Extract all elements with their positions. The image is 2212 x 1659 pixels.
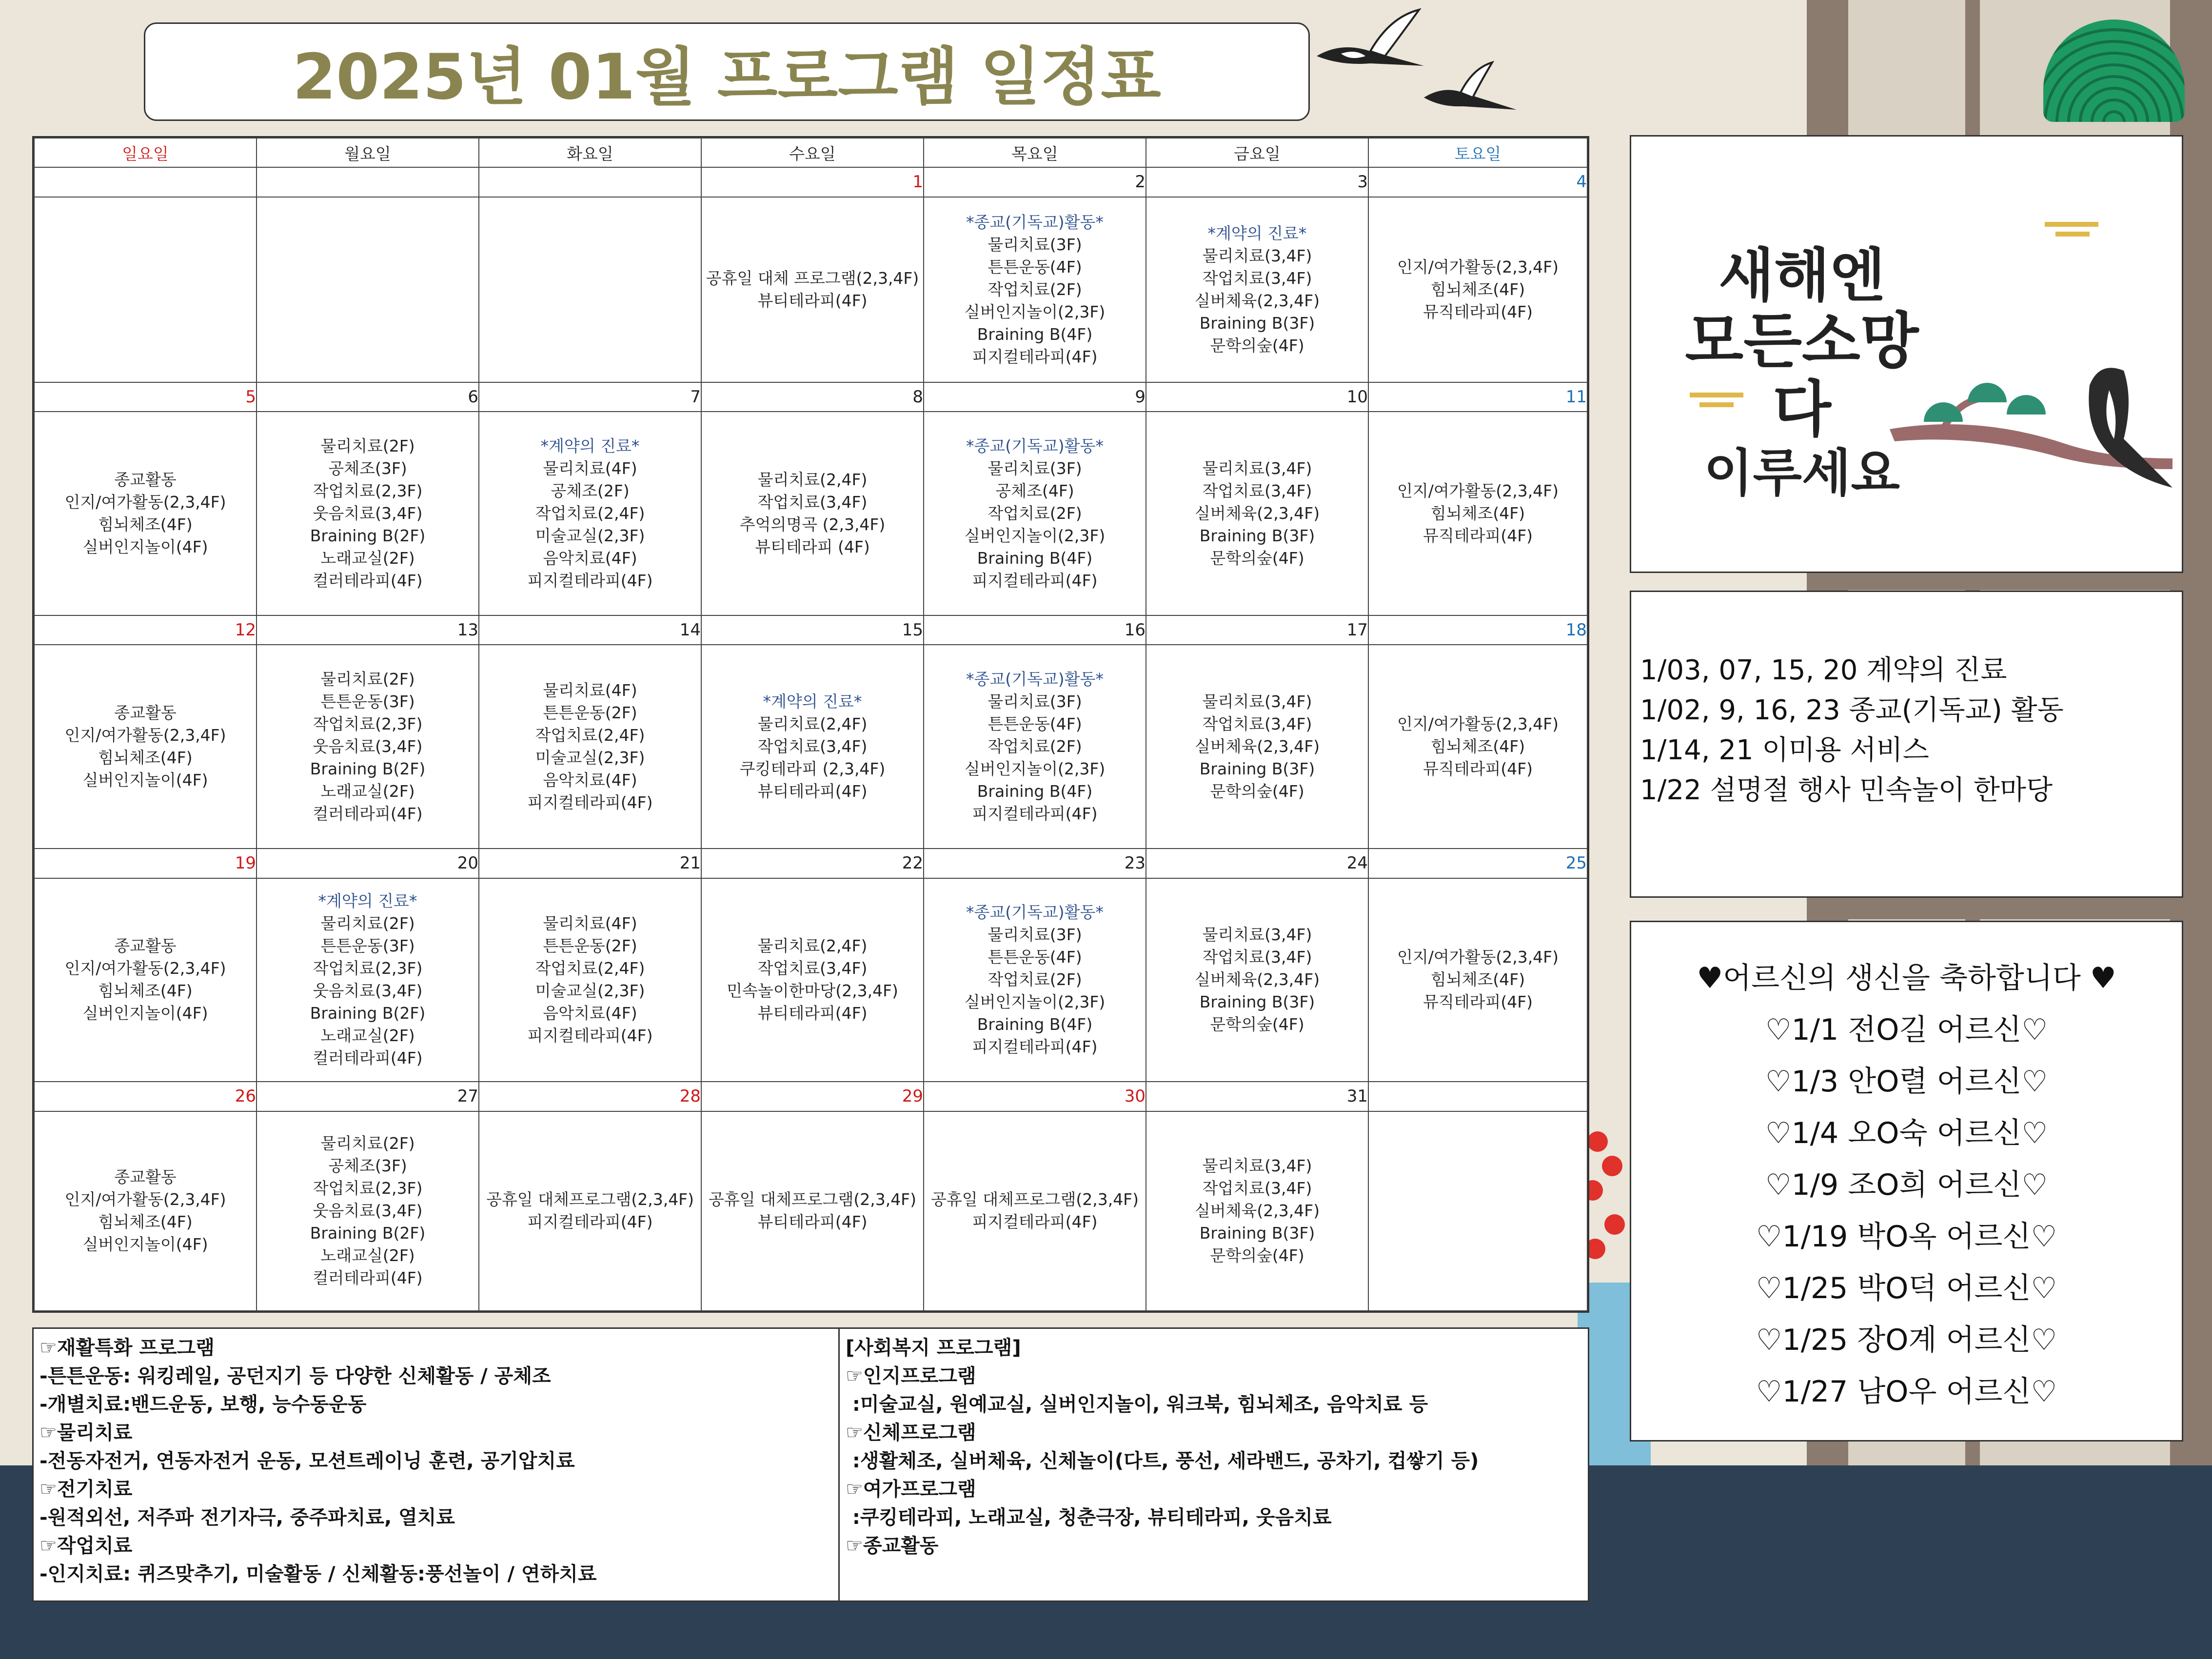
note-line: ☞전기치료 <box>40 1478 133 1501</box>
calendar-table <box>32 136 1589 1313</box>
program-entry: 실버체육(2,3,4F) <box>1194 291 1320 310</box>
berry-icon <box>1604 1214 1625 1235</box>
date-number: 6 <box>257 382 479 412</box>
program-entry: 문학의숲(4F) <box>1210 336 1304 355</box>
program-entry: 노래교실(2F) <box>320 1246 415 1265</box>
date-number: 30 <box>924 1082 1146 1111</box>
date-number: 5 <box>34 382 257 412</box>
program-entry: 힘뇌체조(4F) <box>1430 737 1525 756</box>
day-cell <box>257 412 479 615</box>
window-bar <box>1807 571 2212 590</box>
date-number: 31 <box>1146 1082 1368 1111</box>
program-entry: 물리치료(3,4F) <box>1202 459 1312 478</box>
program-entry: 뷰티테라피 (4F) <box>755 537 870 557</box>
gold-line-icon <box>1690 393 1743 397</box>
program-entry: 작업치료(2,3F) <box>313 959 423 978</box>
note-line: ☞종교활동 <box>846 1535 939 1557</box>
program-entry: 물리치료(3,4F) <box>1202 246 1312 265</box>
program-notes <box>32 1327 1589 1602</box>
birthday-heading: ♥어르신의 생신을 축하합니다 ♥ <box>1697 961 2116 995</box>
note-line: ☞인지프로그램 <box>846 1365 976 1387</box>
date-number: 1 <box>701 167 924 197</box>
program-entry: 작업치료(3,4F) <box>1202 948 1312 967</box>
event-line: 1/03, 07, 15, 20 계약의 진료 <box>1640 654 2007 686</box>
date-number: 2 <box>924 167 1146 197</box>
program-entry: Braining B(4F) <box>977 549 1093 568</box>
program-entry: Braining B(2F) <box>310 759 426 779</box>
program-entry: 뷰티테라피(4F) <box>757 782 868 801</box>
program-entry: 실버인지놀이(4F) <box>82 770 208 790</box>
date-number: 21 <box>479 849 701 878</box>
program-entry: 피지컬테라피(4F) <box>972 347 1098 366</box>
program-entry: 실버인지놀이(4F) <box>82 1004 208 1023</box>
program-entry: 물리치료(2F) <box>320 670 415 689</box>
day-cell <box>924 878 1146 1082</box>
program-entry: Braining B(3F) <box>1199 313 1315 333</box>
program-entry: 물리치료(4F) <box>543 914 637 933</box>
date-number <box>257 167 479 197</box>
date-number: 27 <box>257 1082 479 1111</box>
day-cell <box>1146 412 1368 615</box>
birthday-line: ♡1/25 장O계 어르신♡ <box>1756 1323 2057 1357</box>
program-entry: 음악치료(4F) <box>543 549 637 568</box>
program-entry: 뮤직테라피(4F) <box>1422 992 1533 1012</box>
day-cell <box>1368 878 1587 1082</box>
program-entry: 튼튼운동(4F) <box>988 714 1082 734</box>
date-number: 11 <box>1368 382 1587 412</box>
note-line: -인지치료: 퀴즈맞추기, 미술활동 / 신체활동:풍선놀이 / 연하치료 <box>40 1563 597 1585</box>
program-entry: 인지/여가활동(2,3,4F) <box>1397 257 1559 276</box>
program-entry: 음악치료(4F) <box>543 770 637 790</box>
gold-line-icon <box>2055 232 2090 237</box>
program-entry: 실버인지놀이(4F) <box>82 1235 208 1254</box>
day-cell <box>479 412 701 615</box>
program-entry: 튼튼운동(4F) <box>988 257 1082 276</box>
program-entry: 물리치료(2,4F) <box>757 936 868 956</box>
date-number: 26 <box>34 1082 257 1111</box>
program-entry: *계약의 진료* <box>1207 223 1307 243</box>
note-line: :미술교실, 원예교실, 실버인지놀이, 워크북, 힘뇌체조, 음악치료 등 <box>846 1393 1428 1416</box>
note-line: -튼튼운동: 워킹레일, 공던지기 등 다양한 신체활동 / 공체조 <box>40 1365 551 1387</box>
day-cell <box>479 645 701 848</box>
program-entry: 힘뇌체조(4F) <box>98 748 193 768</box>
program-entry: 뷰티테라피(4F) <box>757 1004 868 1023</box>
program-entry: 노래교실(2F) <box>320 549 415 568</box>
date-number <box>479 167 701 197</box>
program-entry: 공휴일 대체프로그램(2,3,4F) <box>708 1190 917 1209</box>
birthday-line: ♡1/25 박O덕 어르신♡ <box>1756 1271 2057 1305</box>
day-cell <box>924 645 1146 848</box>
program-entry: 실버인지놀이(4F) <box>82 537 208 557</box>
program-entry: 물리치료(3F) <box>988 925 1082 945</box>
program-entry: 물리치료(4F) <box>543 681 637 700</box>
program-entry: 컬러테라피(4F) <box>313 571 423 591</box>
day-cell <box>34 197 257 382</box>
program-entry: 문학의숲(4F) <box>1210 1246 1304 1265</box>
day-cell <box>1146 878 1368 1082</box>
day-cell <box>924 1111 1146 1311</box>
date-number: 12 <box>34 615 257 645</box>
page-title: 2025년 01월 프로그램 일정표 <box>144 22 1310 121</box>
program-entry: 공체조(4F) <box>995 481 1074 501</box>
note-line: ☞신체프로그램 <box>846 1422 976 1444</box>
day-cell <box>924 412 1146 615</box>
program-entry: 뷰티테라피(4F) <box>757 291 868 310</box>
note-line: ☞재활특화 프로그램 <box>40 1337 215 1359</box>
program-entry: Braining B(2F) <box>310 526 426 546</box>
new-year-greeting-card <box>1630 135 2183 573</box>
program-entry: 종교활동 <box>114 703 177 723</box>
program-entry: 공체조(2F) <box>551 481 630 501</box>
note-line: -개별치료:밴드운동, 보행, 능수동운동 <box>40 1393 367 1416</box>
program-entry: 물리치료(2,4F) <box>757 714 868 734</box>
program-entry: 음악치료(4F) <box>543 1004 637 1023</box>
birthday-line: ♡1/3 안O렬 어르신♡ <box>1765 1065 2048 1099</box>
program-entry: 피지컬테라피(4F) <box>972 1212 1098 1232</box>
program-entry: *계약의 진료* <box>763 692 862 711</box>
program-entry: 뮤직테라피(4F) <box>1422 302 1533 321</box>
note-line: ☞작업치료 <box>40 1535 133 1557</box>
day-cell <box>924 197 1146 382</box>
program-entry: 튼튼운동(2F) <box>543 936 637 956</box>
program-entry: 피지컬테라피(4F) <box>527 571 653 591</box>
program-entry: 인지/여가활동(2,3,4F) <box>64 726 226 745</box>
day-cell <box>701 197 924 382</box>
program-entry: 피지컬테라피(4F) <box>527 793 653 812</box>
program-entry: 실버체육(2,3,4F) <box>1194 737 1320 756</box>
program-entry: 민속놀이한마당(2,3,4F) <box>727 981 898 1001</box>
program-entry: 작업치료(2F) <box>988 970 1082 989</box>
program-entry: 컬러테라피(4F) <box>313 1048 423 1068</box>
date-number: 22 <box>701 849 924 878</box>
date-number: 28 <box>479 1082 701 1111</box>
greeting-line: 이루세요 <box>1704 443 1900 503</box>
day-cell <box>701 878 924 1082</box>
program-entry: 물리치료(4F) <box>543 459 637 478</box>
birthday-line: ♡1/27 남O우 어르신♡ <box>1756 1375 2057 1409</box>
program-entry: 피지컬테라피(4F) <box>972 804 1098 824</box>
day-cell <box>701 412 924 615</box>
program-entry: 실버체육(2,3,4F) <box>1194 970 1320 989</box>
program-entry: 공휴일 대체프로그램(2,3,4F) <box>930 1190 1139 1209</box>
program-entry: 물리치료(3F) <box>988 459 1082 478</box>
berry-icon <box>1587 1131 1608 1152</box>
day-cell <box>479 1111 701 1311</box>
program-entry: 인지/여가활동(2,3,4F) <box>1397 948 1559 967</box>
program-entry: 웃음치료(3,4F) <box>313 737 423 756</box>
program-entry: 미술교실(2,3F) <box>535 981 645 1001</box>
program-entry: 작업치료(2,3F) <box>313 1179 423 1198</box>
day-cell <box>701 1111 924 1311</box>
greeting-line: 새해엔 <box>1718 241 1885 309</box>
program-entry: 실버인지놀이(2,3F) <box>964 302 1106 321</box>
weekday-header: 월요일 <box>257 138 479 167</box>
program-entry: 인지/여가활동(2,3,4F) <box>1397 714 1559 734</box>
program-entry: *종교(기독교)활동* <box>966 436 1104 456</box>
program-entry: 물리치료(3F) <box>988 235 1082 254</box>
birthday-panel <box>1630 921 2183 1442</box>
program-entry: 작업치료(3,4F) <box>1202 714 1312 734</box>
program-entry: 공휴일 대체프로그램(2,3,4F) <box>486 1190 694 1209</box>
program-entry: 물리치료(2F) <box>320 436 415 456</box>
day-cell <box>34 645 257 848</box>
birthday-line: ♡1/4 오O숙 어르신♡ <box>1765 1116 2048 1150</box>
program-entry: 문학의숲(4F) <box>1210 782 1304 801</box>
date-number: 25 <box>1368 849 1587 878</box>
welfare-program-notes <box>840 1329 1588 1600</box>
program-entry: 피지컬테라피(4F) <box>527 1026 653 1046</box>
window-bar <box>1807 897 2212 919</box>
program-entry: 쿠킹테라피 (2,3,4F) <box>739 759 886 779</box>
weekday-header: 금요일 <box>1146 138 1368 167</box>
program-entry: 피지컬테라피(4F) <box>972 571 1098 591</box>
day-cell <box>1368 412 1587 615</box>
program-entry: 작업치료(3,4F) <box>757 737 868 756</box>
date-number: 18 <box>1368 615 1587 645</box>
program-entry: *종교(기독교)활동* <box>966 212 1104 232</box>
day-cell <box>257 1111 479 1311</box>
date-number: 7 <box>479 382 701 412</box>
program-entry: 물리치료(2F) <box>320 1134 415 1153</box>
day-cell <box>1146 645 1368 848</box>
birthday-line: ♡1/1 전O길 어르신♡ <box>1765 1013 2048 1047</box>
program-entry: 종교활동 <box>114 1167 177 1187</box>
magpie-icon <box>1419 59 1521 122</box>
program-entry: 공휴일 대체 프로그램(2,3,4F) <box>706 268 919 288</box>
program-entry: 뷰티테라피(4F) <box>757 1212 868 1232</box>
events-panel <box>1630 591 2183 898</box>
program-entry: 작업치료(2F) <box>988 504 1082 523</box>
program-entry: 피지컬테라피(4F) <box>972 1037 1098 1057</box>
program-entry: 추억의명곡 (2,3,4F) <box>739 515 886 534</box>
event-line: 1/22 설명절 행사 민속놀이 한마당 <box>1640 774 2053 806</box>
program-entry: 뮤직테라피(4F) <box>1422 526 1533 546</box>
day-cell <box>34 878 257 1082</box>
event-line: 1/02, 9, 16, 23 종교(기독교) 활동 <box>1640 694 2064 726</box>
date-number: 23 <box>924 849 1146 878</box>
birthday-line: ♡1/19 박O옥 어르신♡ <box>1756 1220 2057 1254</box>
program-entry: 실버체육(2,3,4F) <box>1194 1201 1320 1221</box>
program-entry: 종교활동 <box>114 470 177 490</box>
program-entry: 작업치료(2,3F) <box>313 481 423 501</box>
date-number: 15 <box>701 615 924 645</box>
date-number: 3 <box>1146 167 1368 197</box>
date-number: 17 <box>1146 615 1368 645</box>
weekday-header: 목요일 <box>924 138 1146 167</box>
program-entry: 물리치료(2F) <box>320 914 415 933</box>
program-entry: 인지/여가활동(2,3,4F) <box>1397 481 1559 501</box>
program-entry: 물리치료(3,4F) <box>1202 1156 1312 1176</box>
program-entry: 작업치료(2,3F) <box>313 714 423 734</box>
magpie-branch-icon <box>1880 341 2177 507</box>
program-entry: 종교활동 <box>114 936 177 956</box>
program-entry: 힘뇌체조(4F) <box>1430 279 1525 299</box>
day-cell <box>257 645 479 848</box>
date-number: 8 <box>701 382 924 412</box>
weekday-header: 토요일 <box>1368 138 1587 167</box>
program-entry: 웃음치료(3,4F) <box>313 1201 423 1221</box>
date-number <box>34 167 257 197</box>
weekday-header: 화요일 <box>479 138 701 167</box>
program-entry: 작업치료(2F) <box>988 279 1082 299</box>
day-cell <box>479 197 701 382</box>
program-entry: 튼튼운동(2F) <box>543 703 637 723</box>
program-entry: 물리치료(3,4F) <box>1202 925 1312 945</box>
program-entry: Braining B(2F) <box>310 1004 426 1023</box>
birthday-line: ♡1/9 조O희 어르신♡ <box>1765 1168 2048 1202</box>
program-entry: Braining B(2F) <box>310 1224 426 1243</box>
program-entry: Braining B(4F) <box>977 324 1093 344</box>
program-entry: Braining B(3F) <box>1199 992 1315 1012</box>
program-entry: 튼튼운동(4F) <box>988 948 1082 967</box>
program-entry: 실버인지놀이(2,3F) <box>964 526 1106 546</box>
date-number: 14 <box>479 615 701 645</box>
day-cell <box>257 197 479 382</box>
day-cell <box>1368 645 1587 848</box>
program-entry: 작업치료(2F) <box>988 737 1082 756</box>
program-entry: 인지/여가활동(2,3,4F) <box>64 1190 226 1209</box>
program-entry: *계약의 진료* <box>540 436 640 456</box>
program-entry: 웃음치료(3,4F) <box>313 981 423 1001</box>
program-entry: 실버인지놀이(2,3F) <box>964 992 1106 1012</box>
program-entry: Braining B(3F) <box>1199 759 1315 779</box>
note-line: ☞물리치료 <box>40 1422 133 1444</box>
program-entry: Braining B(4F) <box>977 782 1093 801</box>
program-entry: 뮤직테라피(4F) <box>1422 759 1533 779</box>
program-entry: 웃음치료(3,4F) <box>313 504 423 523</box>
day-cell <box>479 878 701 1082</box>
program-entry: 실버인지놀이(2,3F) <box>964 759 1106 779</box>
program-entry: 인지/여가활동(2,3,4F) <box>64 959 226 978</box>
program-entry: 공체조(3F) <box>328 1156 407 1176</box>
program-entry: 컬러테라피(4F) <box>313 1268 423 1288</box>
program-entry: 작업치료(2,4F) <box>535 726 645 745</box>
program-entry: 물리치료(2,4F) <box>757 470 868 490</box>
program-entry: 힘뇌체조(4F) <box>1430 970 1525 989</box>
program-entry: 작업치료(2,4F) <box>535 504 645 523</box>
program-entry: 물리치료(3,4F) <box>1202 692 1312 711</box>
rehab-program-notes <box>34 1329 840 1600</box>
program-entry: 피지컬테라피(4F) <box>527 1212 653 1232</box>
day-cell <box>1146 197 1368 382</box>
program-entry: 노래교실(2F) <box>320 782 415 801</box>
program-entry: Braining B(3F) <box>1199 1224 1315 1243</box>
program-entry: 컬러테라피(4F) <box>313 804 423 824</box>
date-number: 4 <box>1368 167 1587 197</box>
date-number: 29 <box>701 1082 924 1111</box>
program-entry: 튼튼운동(3F) <box>320 692 415 711</box>
program-entry: 물리치료(3F) <box>988 692 1082 711</box>
day-cell <box>34 412 257 615</box>
program-entry: 실버체육(2,3,4F) <box>1194 504 1320 523</box>
gold-line-icon <box>1699 402 1734 407</box>
event-line: 1/14, 21 이미용 서비스 <box>1640 734 1929 766</box>
program-entry: 공체조(3F) <box>328 459 407 478</box>
note-line: [사회복지 프로그램] <box>846 1337 1021 1359</box>
program-entry: 노래교실(2F) <box>320 1026 415 1046</box>
day-cell <box>257 878 479 1082</box>
date-number <box>1368 1082 1587 1111</box>
note-line: ☞여가프로그램 <box>846 1478 976 1501</box>
program-entry: *종교(기독교)활동* <box>966 903 1104 922</box>
program-entry: *계약의 진료* <box>318 891 417 911</box>
program-entry: 인지/여가활동(2,3,4F) <box>64 493 226 512</box>
program-entry: 작업치료(2,4F) <box>535 959 645 978</box>
note-line: -원적외선, 저주파 전기자극, 중주파치료, 열치료 <box>40 1506 455 1529</box>
greeting-line: 모든소망다 <box>1685 306 1919 445</box>
program-entry: 작업치료(3,4F) <box>1202 481 1312 501</box>
program-entry: 힘뇌체조(4F) <box>98 1212 193 1232</box>
note-line: :생활체조, 실버체육, 신체놀이(다트, 풍선, 세라밴드, 공차기, 컵쌓기 등) <box>846 1450 1479 1472</box>
date-number: 24 <box>1146 849 1368 878</box>
day-cell <box>1368 197 1587 382</box>
date-number: 10 <box>1146 382 1368 412</box>
date-number: 20 <box>257 849 479 878</box>
program-entry: 문학의숲(4F) <box>1210 549 1304 568</box>
program-entry: Braining B(3F) <box>1199 526 1315 546</box>
date-number: 13 <box>257 615 479 645</box>
program-entry: Braining B(4F) <box>977 1015 1093 1034</box>
program-entry: 작업치료(3,4F) <box>757 959 868 978</box>
program-entry: 작업치료(3,4F) <box>757 493 868 512</box>
program-entry: 미술교실(2,3F) <box>535 748 645 768</box>
date-number: 16 <box>924 615 1146 645</box>
date-number: 19 <box>34 849 257 878</box>
program-entry: 힘뇌체조(4F) <box>1430 504 1525 523</box>
program-entry: 작업치료(3,4F) <box>1202 268 1312 288</box>
program-entry: 힘뇌체조(4F) <box>98 981 193 1001</box>
program-entry: 미술교실(2,3F) <box>535 526 645 546</box>
day-cell <box>701 645 924 848</box>
program-entry: 문학의숲(4F) <box>1210 1015 1304 1034</box>
note-line: :쿠킹테라피, 노래교실, 청춘극장, 뷰티테라피, 웃음치료 <box>846 1506 1332 1529</box>
program-entry: 작업치료(3,4F) <box>1202 1179 1312 1198</box>
date-number: 9 <box>924 382 1146 412</box>
program-entry: 튼튼운동(3F) <box>320 936 415 956</box>
weekday-header: 일요일 <box>34 138 257 167</box>
day-cell <box>34 1111 257 1311</box>
berry-icon <box>1602 1156 1622 1176</box>
day-cell <box>1146 1111 1368 1311</box>
program-entry: *종교(기독교)활동* <box>966 670 1104 689</box>
gold-line-icon <box>2045 222 2098 227</box>
program-entry: 힘뇌체조(4F) <box>98 515 193 534</box>
note-line: -전동자전거, 연동자전거 운동, 모션트레이닝 훈련, 공기압치료 <box>40 1450 575 1472</box>
day-cell <box>1368 1111 1587 1311</box>
weekday-header: 수요일 <box>701 138 924 167</box>
